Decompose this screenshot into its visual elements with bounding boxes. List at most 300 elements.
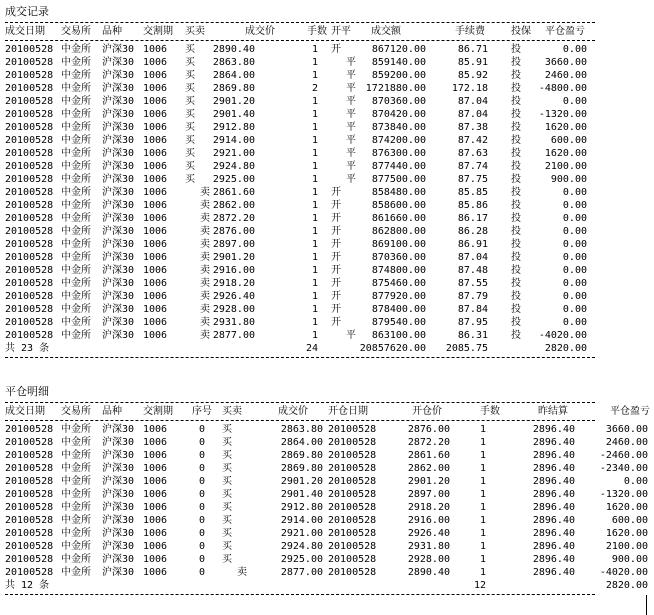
table-cell: 1006 <box>143 489 168 500</box>
table-cell: 买 <box>222 437 232 448</box>
table-cell: 1 <box>479 567 486 578</box>
table-cell: 1006 <box>143 554 168 565</box>
table-cell: 沪深30 <box>102 57 135 68</box>
table-cell: 1 <box>311 200 318 211</box>
table-cell: 2877.00 <box>280 567 323 578</box>
table-row <box>5 238 650 251</box>
table-cell: 沪深30 <box>102 463 135 474</box>
table-cell: 1006 <box>143 317 168 328</box>
table-cell: 1 <box>479 541 486 552</box>
table-cell: 1 <box>311 122 318 133</box>
table-row <box>5 462 650 475</box>
table-cell: 0.00 <box>562 226 587 237</box>
table-cell: 172.18 <box>451 83 488 94</box>
table-cell: 1 <box>311 265 318 276</box>
table-row <box>5 475 650 488</box>
table-cell: 买 <box>222 450 232 461</box>
table-cell: 20100528 <box>328 528 377 539</box>
table-cell: 沪深30 <box>102 148 135 159</box>
table-cell: 2925.00 <box>280 554 323 565</box>
table-cell: 0.00 <box>623 476 648 487</box>
table-cell: 1006 <box>143 148 168 159</box>
table-cell: 1006 <box>143 122 168 133</box>
table-cell: 平 <box>346 148 356 159</box>
table-cell: 中金所 <box>61 96 91 107</box>
table-cell: 平 <box>346 330 356 341</box>
table-cell: 1006 <box>143 161 168 172</box>
table-cell: 1 <box>479 450 486 461</box>
table-cell: -1320.00 <box>538 109 587 120</box>
divider <box>5 402 595 403</box>
table-cell: 900.00 <box>550 174 587 185</box>
table-cell: 20100528 <box>5 278 54 289</box>
table-cell: 2460.00 <box>605 437 648 448</box>
table-cell: 沪深30 <box>102 265 135 276</box>
table-cell: 沪深30 <box>102 515 135 526</box>
table-cell: 87.04 <box>457 96 488 107</box>
table-cell: 沪深30 <box>102 330 135 341</box>
table-cell: 中金所 <box>61 567 91 578</box>
table-cell: -4020.00 <box>599 567 648 578</box>
table-cell: 1 <box>311 109 318 120</box>
table-cell: 87.75 <box>457 174 488 185</box>
column-header: 成交额 <box>371 26 401 37</box>
table-row <box>5 95 650 108</box>
table-cell: 中金所 <box>61 213 91 224</box>
table-cell: 卖 <box>200 213 210 224</box>
table-cell: 开 <box>331 226 341 237</box>
table-cell: 1 <box>479 463 486 474</box>
divider <box>5 357 595 358</box>
table-cell: 中金所 <box>61 489 91 500</box>
table-cell: 2869.80 <box>280 450 323 461</box>
table-cell: 沪深30 <box>102 239 135 250</box>
total-label: 共 23 条 <box>5 343 50 354</box>
table-cell: 投 <box>511 148 521 159</box>
table-cell: 1 <box>479 554 486 565</box>
table-cell: 2896.40 <box>532 437 575 448</box>
table-cell: 20100528 <box>5 502 54 513</box>
column-header: 开仓价 <box>412 406 442 417</box>
column-header: 交割期 <box>143 26 173 37</box>
table-cell: 沪深30 <box>102 226 135 237</box>
table-cell: 875460.00 <box>371 278 426 289</box>
table-cell: 20100528 <box>328 450 377 461</box>
table-cell: 卖 <box>200 317 210 328</box>
table-cell: 沪深30 <box>102 44 135 55</box>
table-cell: 卖 <box>200 187 210 198</box>
table-cell: 20100528 <box>328 463 377 474</box>
table-cell: 沪深30 <box>102 424 135 435</box>
table-cell: 1620.00 <box>605 528 648 539</box>
table-cell: 85.85 <box>457 187 488 198</box>
table-cell: 1006 <box>143 135 168 146</box>
table-cell: 20100528 <box>5 174 54 185</box>
table-cell: 中金所 <box>61 515 91 526</box>
table-cell: 20100528 <box>5 213 54 224</box>
table-cell: 20100528 <box>5 148 54 159</box>
table-cell: 开 <box>331 304 341 315</box>
table-cell: 20100528 <box>328 567 377 578</box>
table-cell: 2100.00 <box>544 161 587 172</box>
table-cell: 0.00 <box>562 213 587 224</box>
table-row <box>5 316 650 329</box>
table-row <box>5 423 650 436</box>
table-cell: 1620.00 <box>605 502 648 513</box>
table-cell: 861660.00 <box>371 213 426 224</box>
table-cell: 1006 <box>143 528 168 539</box>
table-cell: 2901.20 <box>212 96 255 107</box>
table-cell: 0.00 <box>562 200 587 211</box>
table-cell: 1620.00 <box>544 122 587 133</box>
table-cell: 1 <box>311 239 318 250</box>
table-cell: 买 <box>222 541 232 552</box>
table-cell: 沪深30 <box>102 502 135 513</box>
table-cell: 平 <box>346 161 356 172</box>
table-cell: 中金所 <box>61 437 91 448</box>
table-cell: -4800.00 <box>538 83 587 94</box>
table-cell: 中金所 <box>61 83 91 94</box>
table-cell: 1006 <box>143 187 168 198</box>
table-cell: 20100528 <box>5 200 54 211</box>
table-cell: 2901.20 <box>212 252 255 263</box>
total-turnover: 20857620.00 <box>359 343 426 354</box>
table-cell: 20100528 <box>5 265 54 276</box>
table-cell: 0.00 <box>562 96 587 107</box>
table-cell: 买 <box>222 489 232 500</box>
table-row <box>5 329 650 342</box>
table-cell: 平 <box>346 174 356 185</box>
table-cell: 中金所 <box>61 317 91 328</box>
table-cell: 0.00 <box>562 239 587 250</box>
table-cell: 沪深30 <box>102 278 135 289</box>
table-cell: 2869.80 <box>212 83 255 94</box>
table-cell: 1 <box>311 70 318 81</box>
table-cell: 20100528 <box>5 57 54 68</box>
table-cell: 0 <box>198 502 205 513</box>
table-cell: 870360.00 <box>371 96 426 107</box>
table-cell: 投 <box>511 83 521 94</box>
table-cell: 中金所 <box>61 528 91 539</box>
table-cell: 沪深30 <box>102 96 135 107</box>
table-cell: 买 <box>222 554 232 565</box>
table-cell: 2931.80 <box>212 317 255 328</box>
table-cell: 卖 <box>237 567 247 578</box>
table-cell: 2916.00 <box>407 515 450 526</box>
table-cell: 20100528 <box>5 489 54 500</box>
table-cell: 1006 <box>143 450 168 461</box>
table-cell: 买 <box>185 174 195 185</box>
table-cell: 0 <box>198 437 205 448</box>
table-cell: 20100528 <box>5 226 54 237</box>
table-cell: 中金所 <box>61 57 91 68</box>
table-cell: 0 <box>198 463 205 474</box>
table-cell: 877440.00 <box>371 161 426 172</box>
table-cell: 买 <box>222 528 232 539</box>
table-cell: 投 <box>511 317 521 328</box>
table-cell: 87.38 <box>457 122 488 133</box>
table-cell: 投 <box>511 239 521 250</box>
table-cell: 20100528 <box>5 161 54 172</box>
table-cell: 沪深30 <box>102 200 135 211</box>
table-cell: 投 <box>511 252 521 263</box>
table-cell: 2916.00 <box>212 265 255 276</box>
table-cell: 20100528 <box>328 515 377 526</box>
table-cell: 0 <box>198 489 205 500</box>
table-cell: 85.92 <box>457 70 488 81</box>
table-cell: 878400.00 <box>371 304 426 315</box>
table-row <box>5 147 650 160</box>
table-cell: 2901.40 <box>212 109 255 120</box>
column-header: 开平 <box>331 26 351 37</box>
table-cell: 买 <box>185 148 195 159</box>
table-cell: 开 <box>331 213 341 224</box>
table-cell: 中金所 <box>61 450 91 461</box>
divider <box>5 420 595 421</box>
table-cell: 2460.00 <box>544 70 587 81</box>
close-details-total <box>5 579 650 592</box>
table-cell: 沪深30 <box>102 187 135 198</box>
column-header: 品种 <box>102 406 122 417</box>
table-cell: 2901.40 <box>280 489 323 500</box>
table-cell: 买 <box>185 122 195 133</box>
table-cell: 20100528 <box>5 291 54 302</box>
table-cell: 中金所 <box>61 174 91 185</box>
table-cell: 1006 <box>143 304 168 315</box>
table-cell: 87.55 <box>457 278 488 289</box>
table-cell: 0.00 <box>562 291 587 302</box>
table-cell: 卖 <box>200 226 210 237</box>
table-cell: 卖 <box>200 265 210 276</box>
table-cell: 开 <box>331 291 341 302</box>
table-row <box>5 173 650 186</box>
table-cell: 0 <box>198 450 205 461</box>
table-row <box>5 69 650 82</box>
table-cell: 0.00 <box>562 278 587 289</box>
table-cell: 0 <box>198 567 205 578</box>
table-cell: 2872.20 <box>407 437 450 448</box>
column-header: 平仓盈亏 <box>610 406 650 417</box>
table-cell: 沪深30 <box>102 437 135 448</box>
table-row <box>5 186 650 199</box>
table-cell: 中金所 <box>61 161 91 172</box>
table-cell: 2897.00 <box>407 489 450 500</box>
table-cell: 1 <box>311 96 318 107</box>
table-cell: 1 <box>311 317 318 328</box>
table-cell: 2863.80 <box>212 57 255 68</box>
table-cell: 投 <box>511 122 521 133</box>
table-cell: 沪深30 <box>102 161 135 172</box>
table-cell: 1 <box>311 148 318 159</box>
table-cell: 0.00 <box>562 252 587 263</box>
table-cell: 858480.00 <box>371 187 426 198</box>
table-cell: 0.00 <box>562 44 587 55</box>
table-cell: 863100.00 <box>371 330 426 341</box>
table-cell: 1006 <box>143 252 168 263</box>
table-cell: 卖 <box>200 291 210 302</box>
table-cell: 1006 <box>143 174 168 185</box>
table-cell: 20100528 <box>328 424 377 435</box>
table-cell: 中金所 <box>61 200 91 211</box>
table-cell: 87.42 <box>457 135 488 146</box>
table-row <box>5 264 650 277</box>
table-cell: 20100528 <box>5 567 54 578</box>
table-cell: 0 <box>198 476 205 487</box>
table-cell: 投 <box>511 135 521 146</box>
column-header: 昨结算 <box>538 406 568 417</box>
table-cell: 2877.00 <box>212 330 255 341</box>
table-cell: 877500.00 <box>371 174 426 185</box>
table-cell: 2912.80 <box>212 122 255 133</box>
table-cell: 沪深30 <box>102 174 135 185</box>
table-cell: 1 <box>479 489 486 500</box>
table-cell: 1 <box>311 213 318 224</box>
table-cell: 中金所 <box>61 265 91 276</box>
table-cell: 20100528 <box>5 424 54 435</box>
table-cell: 85.86 <box>457 200 488 211</box>
table-cell: 0.00 <box>562 265 587 276</box>
table-cell: 86.17 <box>457 213 488 224</box>
table-cell: 投 <box>511 109 521 120</box>
table-cell: 中金所 <box>61 44 91 55</box>
table-cell: 867120.00 <box>371 44 426 55</box>
table-cell: 2 <box>311 83 318 94</box>
table-cell: 开 <box>331 278 341 289</box>
table-cell: 2896.40 <box>532 489 575 500</box>
table-cell: 2869.80 <box>280 463 323 474</box>
table-cell: 买 <box>185 135 195 146</box>
table-cell: 投 <box>511 57 521 68</box>
table-cell: 2864.00 <box>280 437 323 448</box>
table-cell: 869100.00 <box>371 239 426 250</box>
table-cell: 2896.40 <box>532 541 575 552</box>
table-cell: 2912.80 <box>280 502 323 513</box>
table-cell: 2914.00 <box>280 515 323 526</box>
table-cell: -1320.00 <box>599 489 648 500</box>
table-cell: 2918.20 <box>212 278 255 289</box>
table-cell: 中金所 <box>61 476 91 487</box>
column-header: 投保 <box>511 26 531 37</box>
table-cell: 2890.40 <box>407 567 450 578</box>
table-cell: 87.04 <box>457 109 488 120</box>
table-cell: 卖 <box>200 200 210 211</box>
table-cell: 2928.00 <box>212 304 255 315</box>
table-cell: 1 <box>311 330 318 341</box>
table-cell: 1 <box>479 502 486 513</box>
table-cell: 1 <box>479 528 486 539</box>
table-row <box>5 56 650 69</box>
table-cell: 20100528 <box>5 96 54 107</box>
table-cell: 20100528 <box>5 463 54 474</box>
table-cell: 20100528 <box>5 528 54 539</box>
table-cell: 开 <box>331 252 341 263</box>
table-cell: 879540.00 <box>371 317 426 328</box>
total-pnl: 2820.00 <box>605 580 648 591</box>
column-header: 品种 <box>102 26 122 37</box>
table-cell: 20100528 <box>5 135 54 146</box>
total-lots: 12 <box>473 580 486 591</box>
table-cell: 87.95 <box>457 317 488 328</box>
table-cell: 沪深30 <box>102 252 135 263</box>
table-cell: 874800.00 <box>371 265 426 276</box>
table-row <box>5 160 650 173</box>
table-cell: 2901.20 <box>280 476 323 487</box>
table-cell: 2924.80 <box>280 541 323 552</box>
table-cell: 1006 <box>143 57 168 68</box>
table-cell: 870420.00 <box>371 109 426 120</box>
table-cell: 86.71 <box>457 44 488 55</box>
table-row <box>5 553 650 566</box>
table-cell: 85.91 <box>457 57 488 68</box>
table-cell: 20100528 <box>5 476 54 487</box>
table-cell: 沪深30 <box>102 528 135 539</box>
table-cell: -2340.00 <box>599 463 648 474</box>
column-header: 手数 <box>307 26 327 37</box>
table-cell: 中金所 <box>61 278 91 289</box>
table-cell: 0 <box>198 541 205 552</box>
table-cell: 2896.40 <box>532 502 575 513</box>
table-cell: 20100528 <box>5 109 54 120</box>
table-cell: 2861.60 <box>407 450 450 461</box>
vertical-rule <box>646 595 648 615</box>
table-cell: 87.74 <box>457 161 488 172</box>
table-row <box>5 527 650 540</box>
table-cell: 平 <box>346 122 356 133</box>
table-cell: 沪深30 <box>102 213 135 224</box>
table-cell: 0.00 <box>562 304 587 315</box>
trade-records-body <box>5 43 650 342</box>
table-cell: 买 <box>185 44 195 55</box>
table-cell: 20100528 <box>5 187 54 198</box>
table-cell: 0.00 <box>562 317 587 328</box>
table-cell: 1006 <box>143 83 168 94</box>
table-cell: 1 <box>311 187 318 198</box>
table-cell: 20100528 <box>5 541 54 552</box>
column-header: 买卖 <box>185 26 205 37</box>
table-cell: -2460.00 <box>599 450 648 461</box>
table-row <box>5 540 650 553</box>
total-lots: 24 <box>305 343 318 354</box>
column-header: 交割期 <box>143 406 173 417</box>
table-cell: 2862.00 <box>407 463 450 474</box>
column-header: 成交价 <box>278 406 308 417</box>
table-cell: 中金所 <box>61 187 91 198</box>
table-cell: 中金所 <box>61 541 91 552</box>
table-cell: 900.00 <box>611 554 648 565</box>
table-cell: 开 <box>331 44 341 55</box>
table-cell: 投 <box>511 291 521 302</box>
table-cell: 1006 <box>143 109 168 120</box>
table-cell: 2862.00 <box>212 200 255 211</box>
table-cell: 开 <box>331 239 341 250</box>
table-cell: 3660.00 <box>544 57 587 68</box>
table-cell: 中金所 <box>61 554 91 565</box>
table-cell: 1006 <box>143 213 168 224</box>
table-cell: 沪深30 <box>102 317 135 328</box>
table-cell: 1006 <box>143 96 168 107</box>
table-cell: 1 <box>479 437 486 448</box>
table-row <box>5 566 650 579</box>
close-details-title: 平仓明细 <box>5 385 49 398</box>
table-cell: 卖 <box>200 278 210 289</box>
table-cell: 1006 <box>143 278 168 289</box>
table-cell: 买 <box>185 109 195 120</box>
table-cell: 86.28 <box>457 226 488 237</box>
table-cell: 投 <box>511 278 521 289</box>
table-row <box>5 82 650 95</box>
table-cell: 沪深30 <box>102 554 135 565</box>
table-cell: 20100528 <box>5 317 54 328</box>
